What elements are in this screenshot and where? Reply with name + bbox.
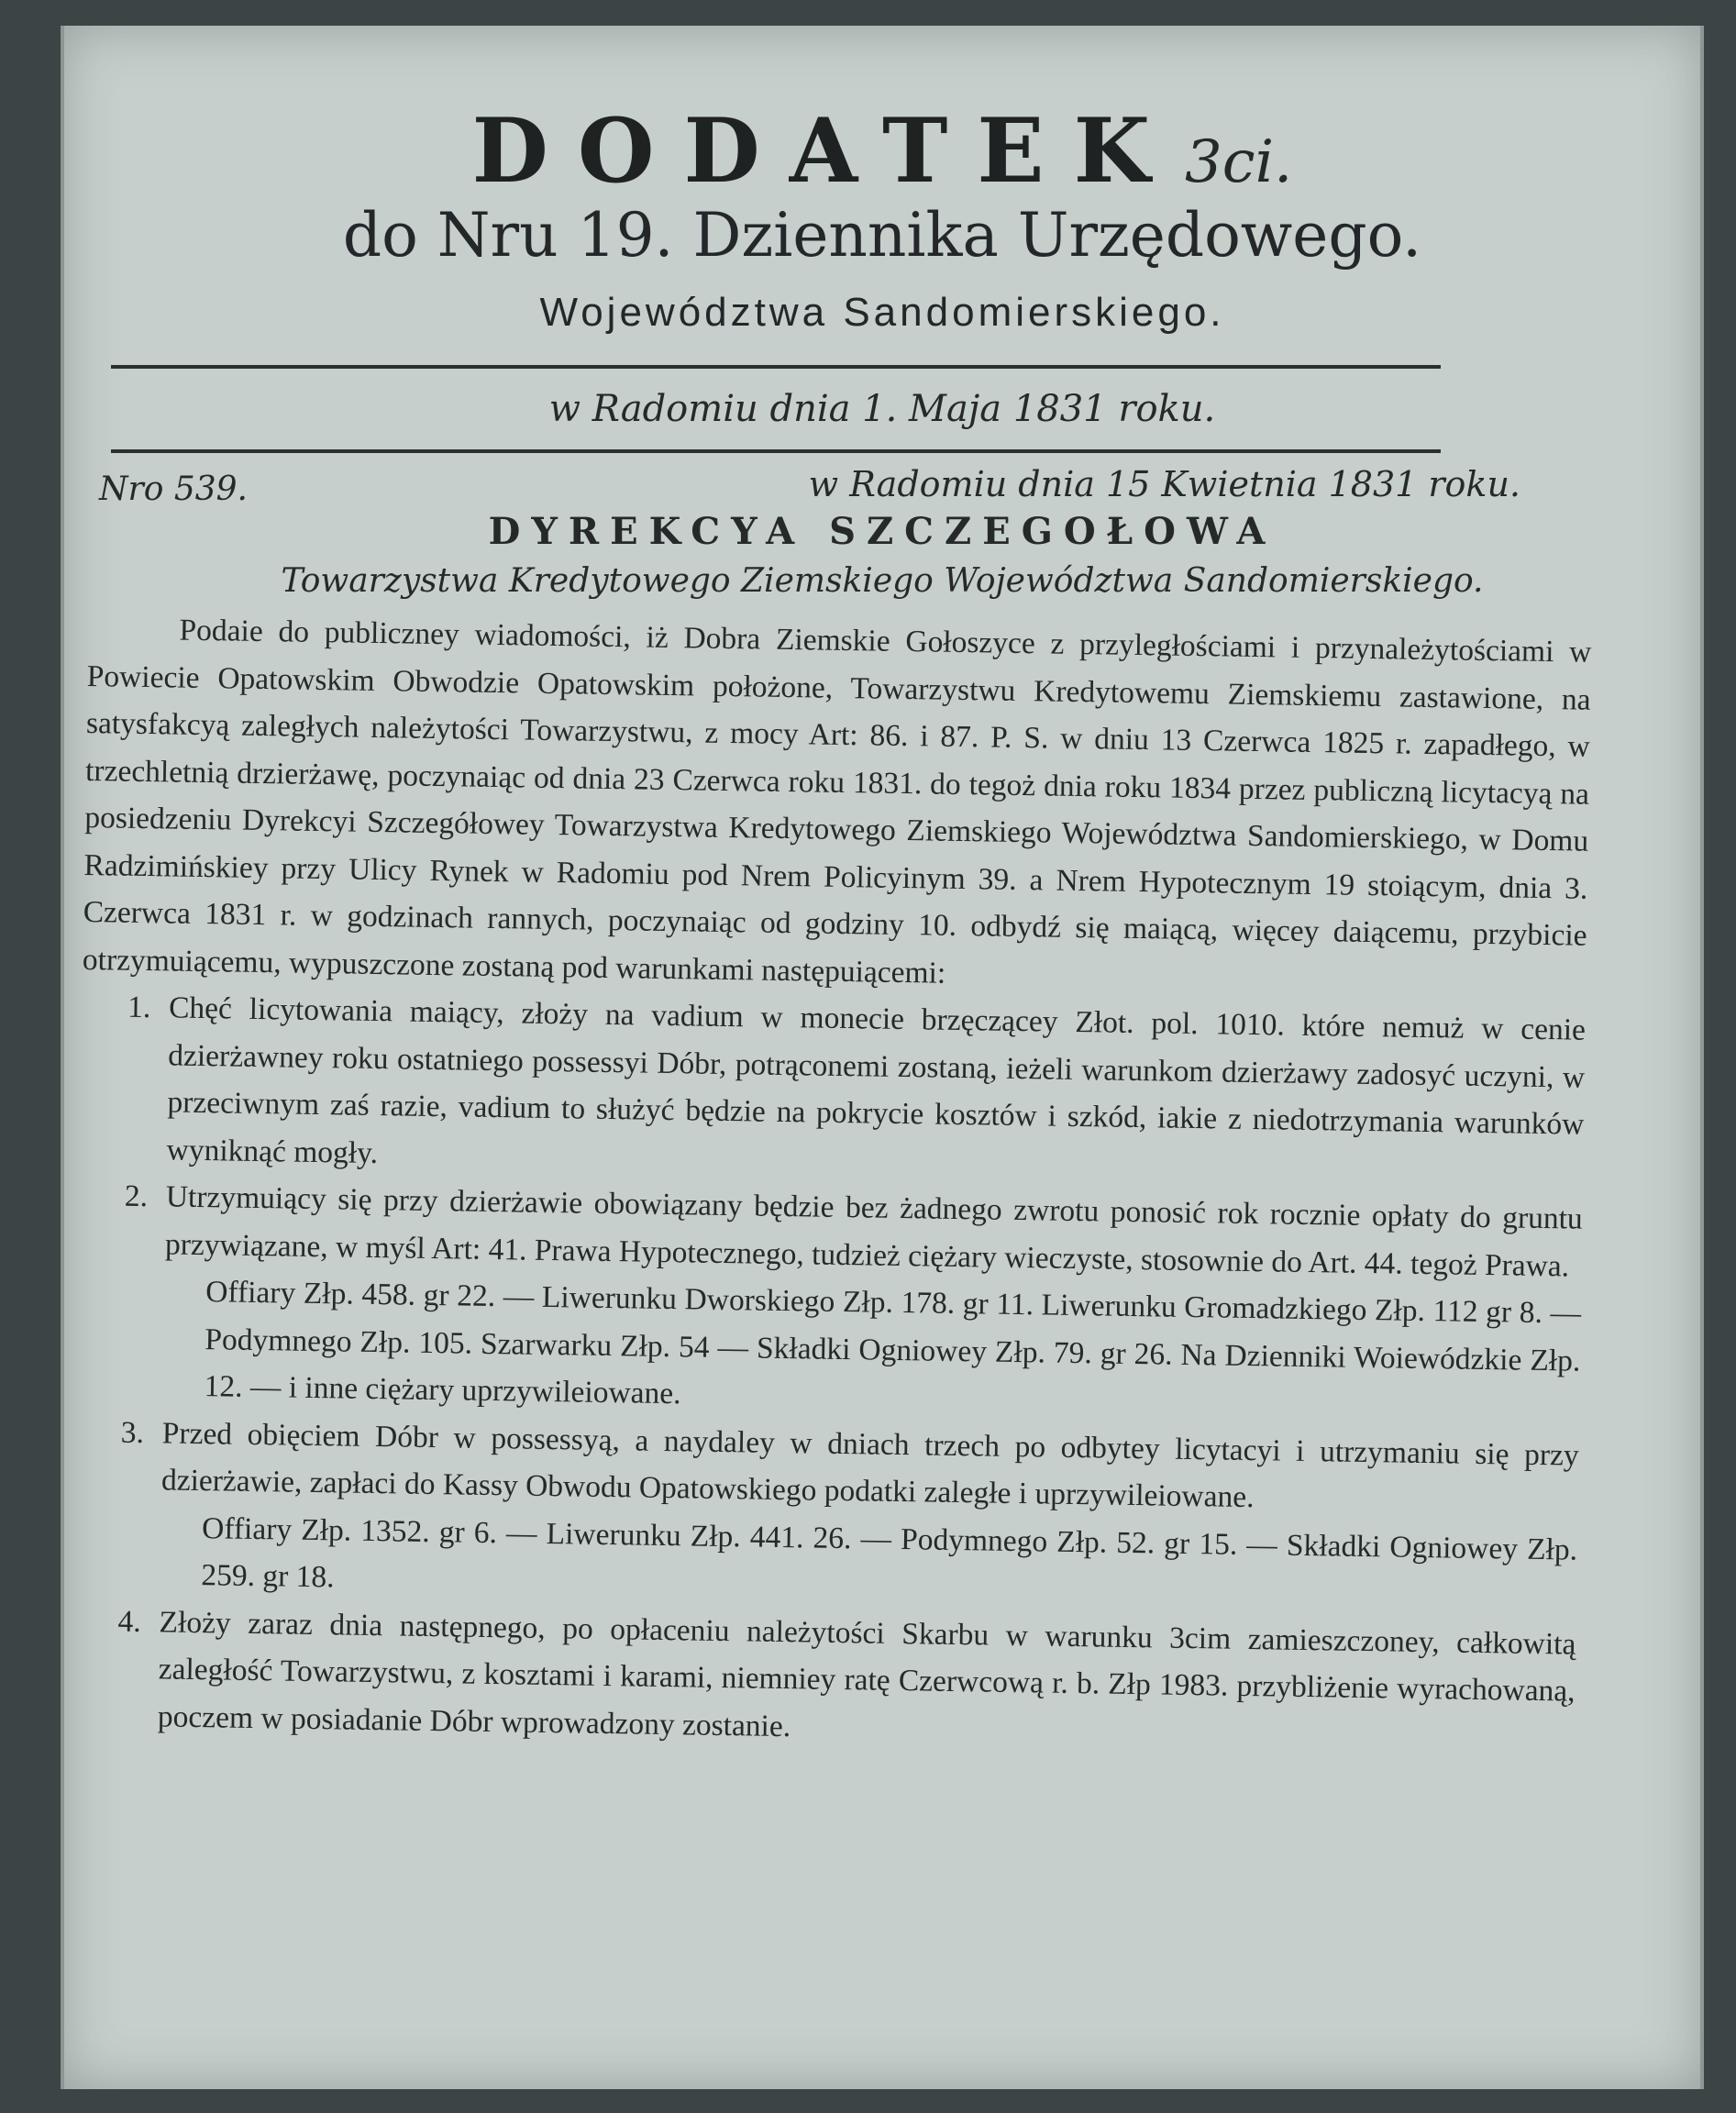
item-text: Offiary Złp. 458. gr 22. — Liwerunku Dworskiego Złp. 178. gr 11. Liwerunku Gromadzkiego Złp. 112 gr 8. — Podymnego Złp. 105. Szarwarku Złp. 54 — Składki Ogniowey Złp. 79. gr 26. Na Dzienniki Woiewódzkie Złp. 12. — i inne ciężary uprzywileiowane. [204, 1275, 1582, 1411]
notice-body [71, 605, 1592, 1763]
item-text: Chęć licytowania maiący, złoży na vadium w monecie brzęczącey Złot. pol. 1010. które nemuż w cenie dzierżawney roku ostatniego possessyi Dóbr, potrąconemi zostaną, ieżeli warunkom dzierżawy zadosyć uczyni, w przeciwnym zaś razie, vadium to służyć będzie na pokrycie kosztów i szkód, iakie z niedotrzymania warunków wyniknąć mogły. [166, 990, 1587, 1170]
document-page [61, 26, 1704, 2089]
item-text: Utrzymuiący się przy dzierżawie obowiązany będzie bez żadnego zwrotu ponosić rok rocznie opłaty do gruntu przywiązane, w myśl Art: 41. Prawa Hypotecznego, tudzież ciężary wieczyste, stosownie do Art. 44. tegoż Prawa. [164, 1179, 1583, 1283]
issue-dateline: w Radomiu dnia 1. Maja 1831 roku. [548, 388, 1216, 430]
notice-date: w Radomiu dnia 15 Kwietnia 1831 roku. [808, 464, 1520, 504]
item-number: 4. [117, 1604, 142, 1639]
charges-list [75, 1267, 1581, 1432]
title-suffix: 3ci. [1185, 128, 1293, 196]
item-text: Przed obięciem Dóbr w possessyą, a naydaley w dniach trzech po odbytey licytacyi i utrzymaniu się przy dzierżawie, zapłaci do Kassy Obwodu Opatowskiego podatki zaległe i uprzywileiowane. [160, 1415, 1579, 1515]
condition-item [71, 1597, 1576, 1762]
item-number: 3. [120, 1415, 145, 1450]
item-text: Złoży zaraz dnia następnego, po opłaceniu należytości Skarbu w warunku 3cim zamieszczoney, całkowitą zaległość Towarzystwu, z kosztami i karami, niemniey ratę Czerwcową r. b. Złp 1983. przybliżenie wyrachowaną, poczem w posiadanie Dóbr wprowadzony zostanie. [157, 1604, 1576, 1743]
masthead-region: Województwa Sandomierskiego. [539, 290, 1225, 335]
item-number: 2. [124, 1178, 149, 1214]
masthead-subtitle: do Nru 19. Dziennika Urzędowego. [342, 200, 1422, 271]
top-rule [111, 365, 1441, 369]
notice-number: Nro 539. [99, 470, 248, 508]
item-number: 1. [127, 990, 151, 1025]
condition-item [79, 983, 1586, 1196]
masthead-title [61, 99, 1704, 203]
item-text: Offiary Złp. 1352. gr 6. — Liwerunku Złp. 441. 26. — Podymnego Złp. 52. gr 15. — Składki Ogniowey Złp. 259. gr 18. [201, 1510, 1578, 1595]
notice-heading: DYREKCYA SZCZEGOŁOWA [488, 510, 1277, 553]
notice-heading-sub: Towarzystwa Kredytowego Ziemskiego Województwa Sandomierskiego. [281, 562, 1484, 600]
title-dodatek: DODATEK [471, 99, 1180, 203]
bottom-rule [111, 449, 1441, 453]
notice-intro: Podaie do publiczney wiadomości, iż Dobra Ziemskie Gołoszyce z przyległościami i przynależytościami w Powiecie Opatowskim Obwodzie Opatowskim położone, Towarzystwu Kredytowemu Ziemskiemu zastawione, na satysfakcyą zaległych należytości Towarzystwu, z mocy Art: 86. i 87. P. S. w dniu 13 Czerwca 1825 r. zapadłego, w trzechletnią drzierżawę, poczynaiąc od dnia 23 Czerwca roku 1831. do tegoż dnia roku 1834 przez publiczną licytacyą na posiedzeniu Dyrekcyi Szczegółowey Towarzystwa Kredytowego Ziemskiego Województwa Sandomierskiego, w Domu Radzimińskiey przy Ulicy Rynek w Radomiu pod Nrem Policyinym 39. a Nrem Hypotecznym 19 stoiącym, dnia 3. Czerwca 1831 r. w godzinach rannych, poczynaiąc od godziny 10. odbydź się maiącą, więcey daiącemu, przybicie otrzymuiącemu, wypuszczone zostaną pod warunkami następuiącemi: [82, 613, 1592, 990]
